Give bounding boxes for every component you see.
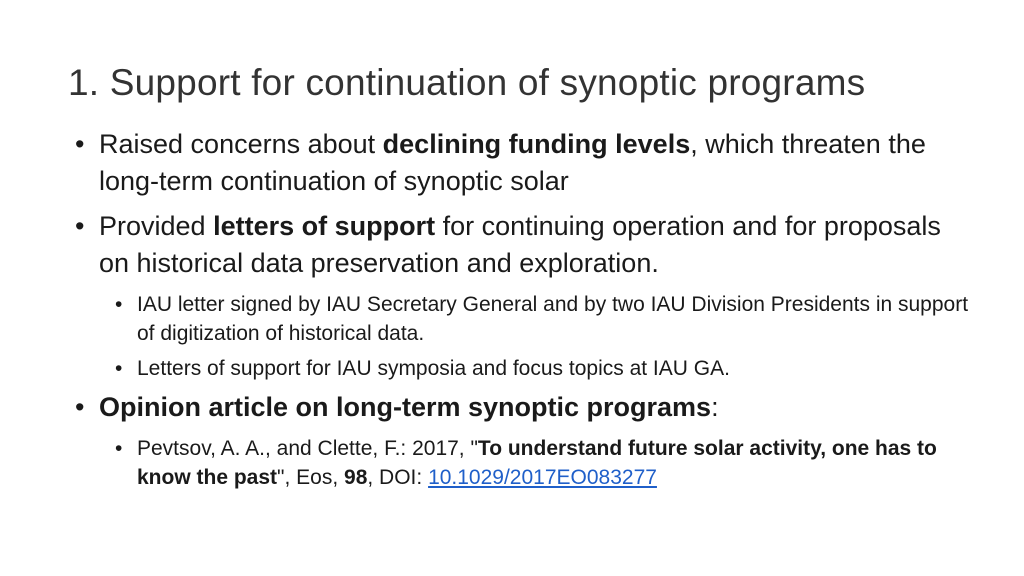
slide-content (75, 126, 975, 498)
bullet-text-pre: Provided (99, 211, 214, 241)
citation-volume: 98 (344, 466, 368, 489)
bullet-text-bold: letters of support (213, 211, 436, 241)
bullet-text-bold: declining funding levels (382, 129, 691, 159)
bullet-funding-concerns (75, 126, 975, 200)
citation-doi-label: , DOI: (367, 466, 429, 489)
bullet-text-bold: Opinion article on long-term synoptic programs (99, 392, 712, 422)
citation-article-title: To understand future solar activity, one has to know the past (137, 437, 937, 489)
bullet-letters-of-support (75, 208, 975, 282)
bullet-opinion-article (75, 389, 975, 426)
doi-link[interactable]: 10.1029/2017EO083277 (428, 466, 657, 489)
sub-bullet-iau-symposia: • Letters of support for IAU symposia and focus topics at IAU GA. (75, 354, 975, 383)
bullet-text-post: : (711, 392, 719, 422)
bullet-text-pre: Raised concerns about (99, 129, 383, 159)
sub-bullet-citation (75, 434, 975, 492)
bullet-text-post: , which threaten the long-term continuation of synoptic solar (99, 129, 926, 196)
citation-journal: ", Eos, (277, 466, 345, 489)
bullet-text-post: for continuing operation and for proposals on historical data preservation and exploration. (99, 211, 941, 278)
citation-authors: Pevtsov, A. A., and Clette, F.: 2017, " (137, 437, 478, 460)
slide-title: 1. Support for continuation of synoptic programs (68, 62, 866, 103)
sub-bullet-iau-letter: • IAU letter signed by IAU Secretary General and by two IAU Division Presidents in support of digitization of historical data. (75, 290, 975, 348)
